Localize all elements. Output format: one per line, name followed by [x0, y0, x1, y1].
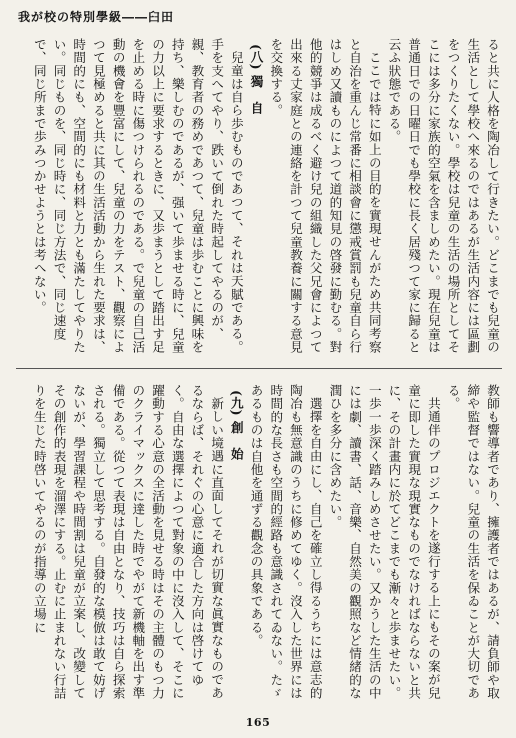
section-heading-9: (九) 創 始 [228, 390, 244, 461]
column-divider [16, 368, 502, 369]
upper-paragraph-2: ここでは特に如上の目的を實現せんがため共同考察と自治を重んじ常番に相談會に懲戒賞罰も兒童自ら行はしめ又讀ものによつて道的知見の啓發に勤むる。對他的競爭は成るべく避け兒の組織した父兄會によつて出來る丈家庭との連絡を計つて兒童教養に關する意見を交換する。 [268, 38, 382, 354]
running-header: 我が校の特別學級――臼田 [18, 10, 175, 24]
upper-paragraph-3: 兒童は自ら歩むものであつて、それは天賦である。手を支へてやり、跌いて倒れた時起してやるのが、親、教育者の務めであつて、兒童は歩むことに興味を持ち、樂しむのであるが、强いて歩ませる時に、兒童の力以上に要求するときに、又歩まうとして踏出す足を止める時に傷つけられるのである。で兒童の自己活動の機會を豐富にして、兒童の力をテスト、觀察によつて見極めると共に其の生活活動から生れた要求は、時間的にも、空間的にも材料と力とも滿たしてやりたい。同じものを、同じ時に、同じ方法で、同じ速度で、同じ所まで歩みつかせようとは考へない。 [31, 38, 244, 354]
lower-paragraph-1: 教師も響導者であり、擁護者ではあるが、請負師や取締や監督ではない。兒童の生活を保ゐことが大切である。 [445, 384, 500, 700]
section-heading-8: (八) 獨 自 [248, 44, 264, 115]
upper-paragraph-1: ると共に人格を陶冶して行きたい。どこまでも兒童の生活として學校へ來るのではあるが生活内容には區劃をつくりたくない。學校は兒童の生活の場所としてそこには多分に家族的空氣を含ましめたい。現在兒童は普通日での日曜日でも學校に長く居殘つて家に歸ると云ふ狀態である。 [386, 38, 500, 354]
lower-paragraph-2: 共通伴のプロジエクトを遂行する上にもその案が兒童に即した實現な現實なものでなければならないと共に、その計畫内に於てどこまでも漸々と歩ませたい。一歩一歩深く踏みしめさせたい。又かうした生活の中には劇、讀書、話、音樂、自然美の觀照など情緒的な潤ひを多分に含めたい。 [327, 384, 441, 700]
upper-column [8, 38, 502, 354]
lower-paragraph-4: 新しい境遇に直面してそれが切實な眞實なものであるならば、それぐの心意に適合した方向は啓けてゆく。自由な選擇によつて對象の中に沒入して、そこに躍動する心意の全活動を見せる時はその主體のもつ力のクライマックスに達した時でやがて新機軸を出す準備である。從つて表現は自由となり、技巧は自ら探索される。獨立して思考する。自發的な模倣は敢て妨げないが、學習課程や時間割は兒童が立案し、改變してその創作的表現を溜澤にする。止むに止まれない行詰りを生じた時啓いてやるのが指導の立場に [31, 384, 225, 700]
lower-paragraph-3: 選擇を自由にし、自己を確立し得るうちには意志的陶冶も無意識のうちに修めてゆく。沒入した世界には時間的な長さも空間的經路も意識されてゐない。たゞあるものは自他を通ずる觀念の具象である。 [248, 384, 323, 700]
lower-column [8, 384, 502, 700]
page-number: 165 [245, 716, 271, 729]
